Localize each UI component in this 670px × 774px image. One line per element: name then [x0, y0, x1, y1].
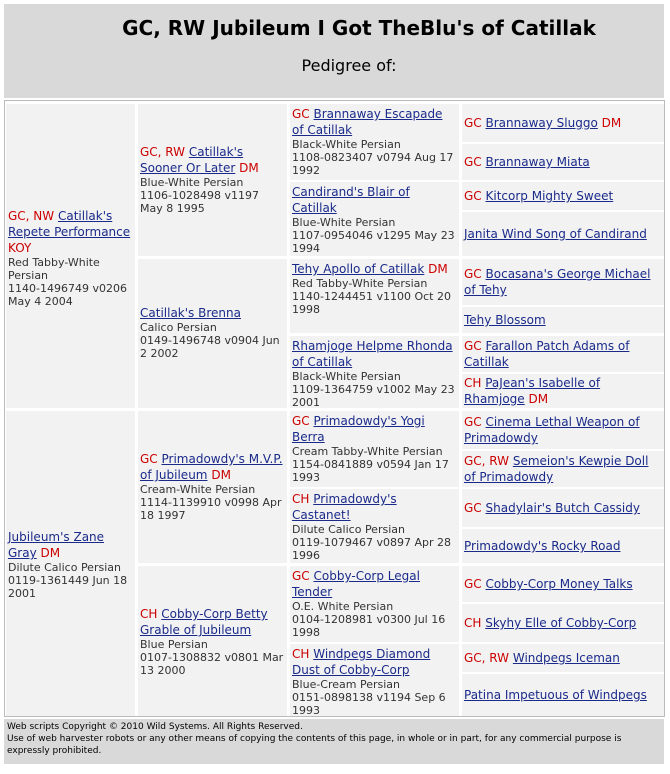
cat-name-link[interactable]: Janita Wind Song of Candirand [464, 227, 647, 241]
cat-name-link[interactable]: Rhamjoge Helpme Rhonda of Catillak [292, 339, 453, 369]
cat-titles: GC [464, 415, 482, 429]
cat-color: O.E. White Persian [292, 600, 394, 613]
cat-name-link[interactable]: Cobby-Corp Legal Tender [292, 569, 420, 599]
cat-name-link[interactable]: Windpegs Diamond Dust of Cobby-Corp [292, 647, 431, 677]
cat-titles: CH [464, 376, 482, 390]
gen4-cell [462, 529, 664, 563]
cat-name-link[interactable]: Windpegs Iceman [512, 651, 620, 665]
gen1-cell [6, 104, 135, 408]
cat-name-link[interactable]: Tehy Blossom [464, 313, 546, 327]
gen3-cell [290, 104, 459, 180]
gen4-cell [462, 336, 664, 372]
cat-name-link[interactable]: Primadowdy's Yogi Berra [292, 414, 425, 444]
cat-registration: 0151-0898138 v1194 Sep 6 1993 [292, 691, 446, 716]
cat-titles: CH [464, 616, 482, 630]
cat-titles: GC [140, 452, 158, 466]
page-subtitle: Pedigree of: [301, 56, 397, 75]
cat-suffix: DM [428, 262, 448, 276]
cat-suffix: DM [528, 392, 549, 406]
cat-name-link[interactable]: Candirand's Blair of Catillak [292, 185, 410, 215]
cat-registration: 0119-1079467 v0897 Apr 28 1996 [292, 536, 451, 562]
cat-titles: GC [464, 577, 482, 591]
gen4-cell [462, 566, 664, 602]
gen2-cell [138, 104, 287, 256]
cat-name-link[interactable]: Tehy Apollo of Catillak [292, 262, 425, 276]
page-header [4, 4, 664, 98]
cat-suffix: DM [239, 161, 259, 175]
gen4-cell [462, 674, 664, 716]
cat-color: Cream Tabby-White Persian [292, 445, 443, 458]
gen2-cell [138, 411, 287, 563]
cat-registration: 0107-1308832 v0801 Mar 13 2000 [140, 651, 284, 677]
gen4-cell [462, 451, 664, 487]
cat-name-link[interactable]: Brannaway Miata [485, 155, 590, 169]
gen4-cell [462, 182, 664, 210]
cat-titles: GC [292, 414, 310, 428]
cat-name-link[interactable]: Shadylair's Butch Cassidy [485, 501, 640, 515]
cat-titles: GC [464, 501, 482, 515]
cat-name-link[interactable]: PaJean's Isabelle of Rhamjoge [464, 376, 601, 406]
cat-registration: 0104-1208981 v0300 Jul 16 1998 [292, 613, 446, 639]
cat-name-link[interactable]: Catillak's Brenna [140, 306, 241, 320]
gen2-cell [138, 259, 287, 408]
gen4-cell [462, 411, 664, 449]
cat-color: Calico Persian [140, 321, 217, 334]
cat-registration: 1106-1028498 v1197 May 8 1995 [140, 189, 259, 215]
cat-name-link[interactable]: Semeion's Kewpie Doll of Primadowdy [464, 454, 649, 484]
cat-name-link[interactable]: Jubileum's Zane Gray [8, 530, 105, 560]
cat-name-link[interactable]: Primadowdy's Rocky Road [464, 539, 621, 553]
cat-name-link[interactable]: Primadowdy's M.V.P. of Jubileum [140, 452, 283, 482]
cat-name-link[interactable]: Cinema Lethal Weapon of Primadowdy [464, 415, 640, 445]
cat-registration: 1140-1496749 v0206 May 4 2004 [8, 282, 127, 308]
gen4-cell [462, 104, 664, 142]
cat-name-link[interactable]: Catillak's Sooner Or Later [140, 145, 244, 175]
cat-titles: GC [292, 569, 310, 583]
cat-color: Cream-White Persian [140, 483, 256, 496]
gen3-cell [290, 182, 459, 256]
cat-color: Blue-White Persian [140, 176, 244, 189]
cat-color: Red Tabby-White Persian [292, 277, 428, 290]
cat-titles: GC [464, 267, 482, 281]
gen4-cell [462, 644, 664, 672]
cat-name-link[interactable]: Cobby-Corp Money Talks [485, 577, 633, 591]
cat-color: Black-White Persian [292, 370, 401, 383]
cat-registration: 1140-1244451 v1100 Oct 20 1998 [292, 290, 451, 316]
cat-name-link[interactable]: Brannaway Sluggo [485, 116, 598, 130]
cat-registration: 0119-1361449 Jun 18 2001 [8, 574, 128, 600]
gen3-cell [290, 336, 459, 408]
cat-titles: CH [292, 647, 310, 661]
cat-suffix: KOY [8, 241, 32, 255]
cat-color: Blue-Cream Persian [292, 678, 401, 691]
cat-name-link[interactable]: Primadowdy's Castanet! [292, 492, 397, 522]
cat-name-link[interactable]: Patina Impetuous of Windpegs [464, 688, 647, 702]
gen3-cell [290, 411, 459, 487]
cat-titles: GC [464, 339, 482, 353]
cat-name-link[interactable]: Kitcorp Mighty Sweet [485, 189, 614, 203]
gen3-cell [290, 566, 459, 642]
gen2-cell [138, 566, 287, 716]
cat-registration: 1109-1364759 v1002 May 23 2001 [292, 383, 455, 408]
page-title: GC, RW Jubileum I Got TheBlu's of Catillak [122, 16, 596, 40]
cat-name-link[interactable]: Cobby-Corp Betty Grable of Jubileum [140, 607, 268, 637]
gen3-cell [290, 644, 459, 716]
cat-name-link[interactable]: Bocasana's George Michael of Tehy [464, 267, 651, 297]
usage-notice: Use of web harvester robots or any other means of copying the contents of this page, in whole or in part, for any commercial purpose is expressly prohibited. [7, 734, 622, 756]
cat-suffix: DM [601, 116, 622, 130]
cat-suffix: DM [211, 468, 231, 482]
cat-name-link[interactable]: Farallon Patch Adams of Catillak [464, 339, 630, 369]
cat-titles: GC [464, 189, 482, 203]
gen3-cell [290, 489, 459, 563]
gen4-cell [462, 144, 664, 180]
cat-titles: GC, NW [8, 209, 55, 223]
cat-titles: GC [292, 107, 310, 121]
copyright-text: Web scripts Copyright © 2010 Wild Systems. All Rights Reserved. [7, 722, 303, 732]
cat-titles: CH [292, 492, 310, 506]
cat-registration: 1108-0823407 v0794 Aug 17 1992 [292, 151, 454, 177]
cat-color: Blue Persian [140, 638, 208, 651]
cat-name-link[interactable]: Brannaway Escapade of Catillak [292, 107, 443, 137]
cat-registration: 0149-1496748 v0904 Jun 2 2002 [140, 334, 280, 360]
cat-color: Red Tabby-White Persian [8, 256, 100, 282]
gen1-cell [6, 411, 135, 716]
cat-color: Blue-White Persian [292, 216, 396, 229]
gen4-cell [462, 374, 664, 408]
gen4-cell [462, 604, 664, 642]
cat-name-link[interactable]: Skyhy Elle of Cobby-Corp [485, 616, 637, 630]
cat-name-link[interactable]: Catillak's Repete Performance [8, 209, 131, 239]
cat-registration: 1107-0954046 v1295 May 23 1994 [292, 229, 455, 255]
cat-color: Dilute Calico Persian [292, 523, 405, 536]
cat-color: Black-White Persian [292, 138, 401, 151]
gen4-cell [462, 212, 664, 256]
cat-titles: GC [464, 155, 482, 169]
page-footer [4, 719, 664, 764]
gen3-cell [290, 259, 459, 333]
cat-titles: GC [464, 116, 482, 130]
cat-titles: CH [140, 607, 158, 621]
cat-titles: GC, RW [464, 454, 510, 468]
cat-titles: GC, RW [140, 145, 186, 159]
cat-registration: 1114-1139910 v0998 Apr 18 1997 [140, 496, 282, 522]
gen4-cell [462, 259, 664, 305]
cat-suffix: DM [40, 546, 61, 560]
cat-color: Dilute Calico Persian [8, 561, 121, 574]
cat-titles: GC, RW [464, 651, 510, 665]
gen4-cell [462, 307, 664, 333]
cat-registration: 1154-0841889 v0594 Jan 17 1993 [292, 458, 449, 484]
gen4-cell [462, 489, 664, 527]
